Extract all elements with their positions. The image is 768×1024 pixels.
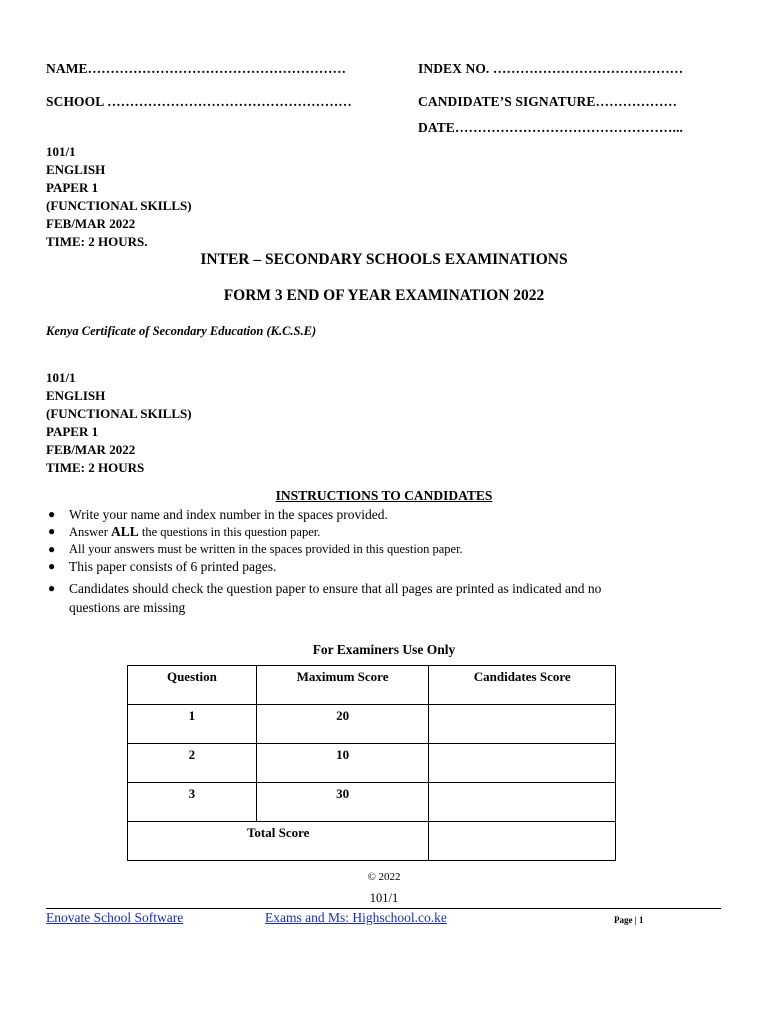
list-item: ● Candidates should check the question paper to ensure that all pages are printed as indicated and no questions are missing: [48, 581, 602, 615]
copyright: © 2022: [367, 871, 401, 883]
paper-number: PAPER 1: [46, 180, 99, 195]
total-score-cell[interactable]: [429, 822, 616, 861]
exam-time: TIME: 2 HOURS: [46, 460, 145, 475]
list-item: ● All your answers must be written in the spaces provided in this question paper.: [48, 542, 463, 556]
bullet-icon: ●: [48, 524, 56, 538]
table-row: [128, 783, 616, 822]
list-item: ● This paper consists of 6 printed pages.: [48, 559, 277, 574]
column-header-question: Question: [128, 666, 257, 705]
paper-type: (FUNCTIONAL SKILLS): [46, 406, 192, 421]
paper-code: 101/1: [46, 144, 76, 159]
paper-info-bottom: [46, 369, 192, 477]
max-score: 20: [256, 705, 429, 744]
candidate-score-cell[interactable]: [429, 783, 616, 822]
date-field: DATE…………………………………………...: [418, 120, 683, 135]
subject: ENGLISH: [46, 388, 106, 403]
highschool-link[interactable]: Exams and Ms: Highschool.co.ke: [265, 910, 447, 925]
bullet-icon: ●: [48, 507, 56, 521]
candidate-score-cell[interactable]: [429, 744, 616, 783]
table-row: [128, 705, 616, 744]
instructions-list: [46, 506, 726, 617]
paper-code: 101/1: [46, 370, 76, 385]
column-header-candidate-score: Candidates Score: [429, 666, 616, 705]
table-row: [128, 744, 616, 783]
candidate-signature-field: CANDIDATE’S SIGNATURE………………: [418, 94, 678, 109]
table-header-row: [128, 666, 616, 705]
paper-info-top: [46, 143, 192, 251]
list-item: ● Answer ALL the questions in this question paper.: [48, 524, 321, 539]
school-field: SCHOOL ………………………………………………: [46, 94, 352, 109]
name-field: NAME…………………………………………………: [46, 61, 347, 76]
exam-time: TIME: 2 HOURS.: [46, 234, 148, 249]
question-number: 1: [128, 705, 257, 744]
index-number-field: INDEX NO. ……………………………………: [418, 61, 684, 76]
question-number: 2: [128, 744, 257, 783]
form-title: FORM 3 END OF YEAR EXAMINATION 2022: [223, 287, 545, 304]
total-score-label: Total Score: [128, 822, 429, 861]
column-header-max-score: Maximum Score: [256, 666, 429, 705]
bullet-icon: ●: [48, 542, 56, 556]
footer-divider: [46, 908, 721, 909]
footer-paper-code: 101/1: [369, 891, 399, 905]
exam-date: FEB/MAR 2022: [46, 442, 136, 457]
page-number: Page | 1: [614, 915, 644, 925]
bullet-icon: ●: [48, 559, 56, 573]
max-score: 30: [256, 783, 429, 822]
candidate-score-cell[interactable]: [429, 705, 616, 744]
list-item: ● Write your name and index number in the spaces provided.: [48, 507, 388, 522]
question-number: 3: [128, 783, 257, 822]
kcse-subtitle: Kenya Certificate of Secondary Education (K.C.S.E): [46, 324, 317, 338]
score-table: [127, 665, 616, 861]
max-score: 10: [256, 744, 429, 783]
paper-number: PAPER 1: [46, 424, 99, 439]
examiners-heading: For Examiners Use Only: [312, 642, 456, 657]
instructions-heading: INSTRUCTIONS TO CANDIDATES: [275, 488, 493, 503]
subject: ENGLISH: [46, 162, 106, 177]
bullet-icon: ●: [48, 581, 56, 595]
exam-title: INTER – SECONDARY SCHOOLS EXAMINATIONS: [200, 251, 568, 268]
enovate-link[interactable]: Enovate School Software: [46, 910, 184, 925]
paper-type: (FUNCTIONAL SKILLS): [46, 198, 192, 213]
exam-date: FEB/MAR 2022: [46, 216, 136, 231]
total-row: [128, 822, 616, 861]
